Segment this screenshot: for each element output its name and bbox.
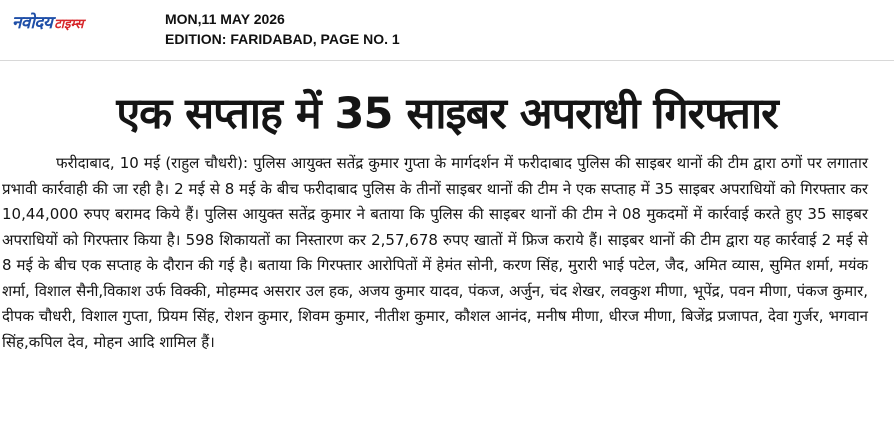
logo-sub-text: टाइम्स xyxy=(54,17,84,32)
newspaper-logo[interactable] xyxy=(12,10,84,33)
article-headline: एक सप्ताह में 35 साइबर अपराधी गिरफ्तार xyxy=(116,89,778,139)
edition-page-label: EDITION: FARIDABAD, PAGE NO. 1 xyxy=(165,31,400,47)
edition-info xyxy=(165,9,400,49)
article-body: फरीदाबाद, 10 मई (राहुल चौधरी): पुलिस आयुक्त सतेंद्र कुमार गुप्ता के मार्गदर्शन में फरीदाबाद पुलिस की साइबर थानों की टीम द्वारा ठगों पर लगातार प्रभावी कार्रवाही की जा रही है। 2 मई से 8 मई के बीच फरीदाबाद पुलिस के तीनों साइबर थानों की टीम ने एक सप्ताह में 35 साइबर अपराधियों को गिरफ्तार कर 10,44,000 रुपए बरामद किये हैं। पुलिस आयुक्त सतेंद्र कुमार ने बताया कि पुलिस की साइबर थानों की टीम ने 08 मुकदमों में कार्रवाई करते हुए 35 साइबर अपराधियों को गिरफ्तार किया है। 598 शिकायतों का निस्तारण कर 2,57,678 रुपए खातों में फ्रिज कराये हैं। साइबर थानों की टीम द्वारा यह कार्रवाई 2 मई से 8 मई के बीच एक सप्ताह के दौरान की गई है। बताया कि गिरफ्तार आरोपितों में हेमंत सोनी, करण सिंह, मुरारी भाई पटेल, जैद, अमित व्यास, सुमित शर्मा, मयंक शर्मा, विशाल सैनी,विकाश उर्फ विक्की, मोहम्मद असरार उल हक, अजय कुमार यादव, पंकज, अर्जुन, चंद शेखर, लवकुश मीणा, भूपेंद्र, पवन मीणा, पंकज कुमार, दीपक चौधरी, विशाल गुप्ता, प्रियम सिंह, रोशन कुमार, शिवम कुमार, नीतीश कुमार, कौशल आनंद, मनीष मीणा, धीरज मीणा, बिजेंद्र प्रजापत, देवा गुर्जर, भगवान सिंह,कपिल देव, मोहन आदि शामिल हैं। xyxy=(2,154,868,351)
page-header xyxy=(0,0,894,61)
logo-main-text: नवोदय xyxy=(12,13,53,33)
publication-date: MON,11 MAY 2026 xyxy=(165,11,285,27)
news-clipping xyxy=(0,61,894,440)
